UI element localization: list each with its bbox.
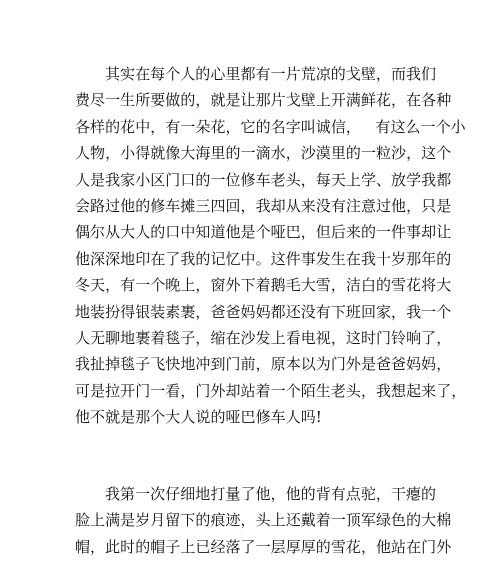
text-line: 可是拉开门一看，门外却站着一个陌生老头，我想起来了， (75, 381, 467, 400)
text-line: 费尽一生所要做的，就是让那片戈壁上开满鲜花，在各种 (75, 91, 452, 110)
text-line: 各样的花中，有一朵花，它的名字叫诚信， 有这么一个小 (75, 117, 466, 136)
text-line: 地装扮得银装素裹，爸爸妈妈都还没有下班回家，我一个 (75, 302, 452, 321)
text-line: 我第一次仔细地打量了他，他的背有点驼，干瘪的 (105, 485, 437, 503)
text-line: 会路过他的修车摊三四回，我却从来没有注意过他，只是 (75, 196, 452, 215)
paragraph-2 (75, 481, 452, 560)
text-line: 我扯掉毯子飞快地冲到门前，原本以为门外是爸爸妈妈， (75, 355, 452, 374)
text-line: 其实在每个人的心里都有一片荒凉的戈壁，而我们 (105, 65, 437, 83)
text-line: 他不就是那个大人说的哑巴修车人吗! (75, 408, 322, 427)
text-line: 人物，小得就像大海里的一滴水，沙漠里的一粒沙，这个 (75, 144, 452, 163)
text-line: 人是我家小区门口的一位修车老头，每天上学、放学我都 (75, 170, 452, 189)
text-line: 冬天，有一个晚上，窗外下着鹅毛大雪，洁白的雪花将大 (75, 276, 452, 295)
text-line: 帽，此时的帽子上已经落了一层厚厚的雪花，他站在门外 (75, 537, 452, 556)
text-line: 人无聊地裹着毯子，缩在沙发上看电视，这时门铃响了， (75, 328, 452, 347)
paragraph-1 (75, 61, 467, 430)
text-line: 偶尔从大人的口中知道他是个哑巴，但后来的一件事却让 (75, 223, 452, 242)
text-line: 他深深地印在了我的记忆中。这件事发生在我十岁那年的 (75, 249, 452, 268)
text-line: 脸上满是岁月留下的痕迹，头上还戴着一顶军绿色的大棉 (75, 511, 452, 530)
